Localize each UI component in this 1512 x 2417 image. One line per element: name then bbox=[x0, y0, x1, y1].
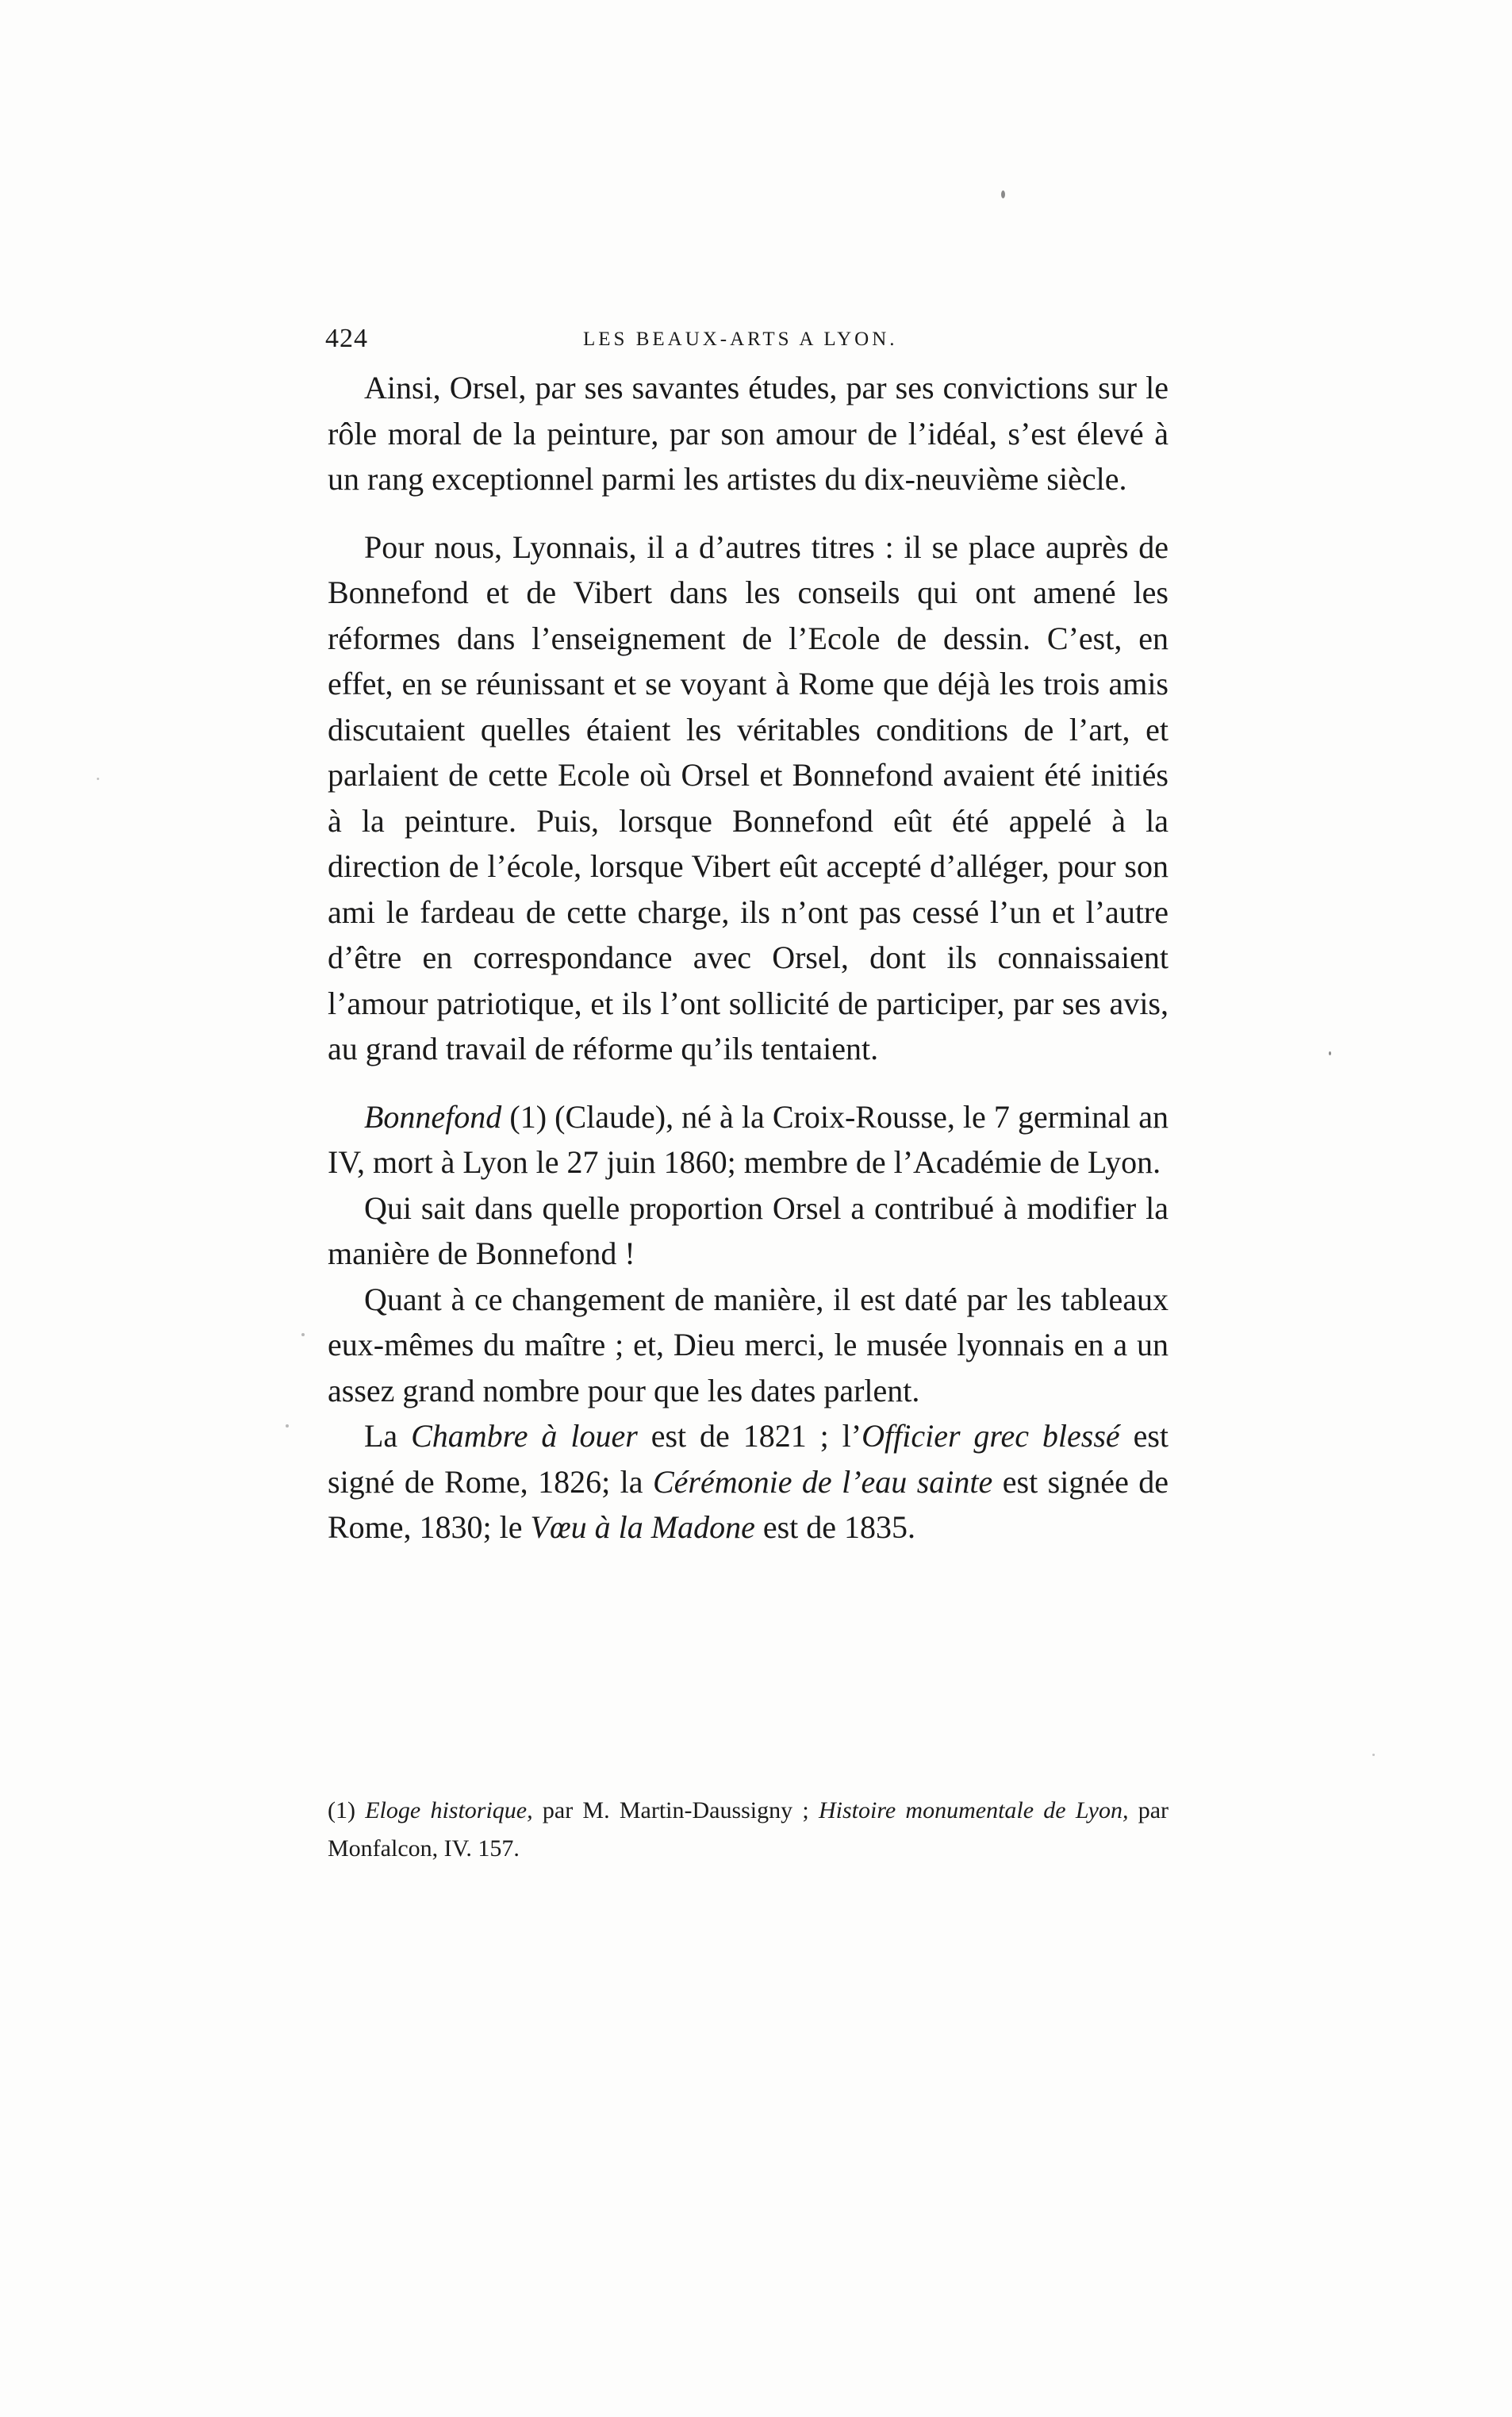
footnote-reference: (1) bbox=[509, 1098, 547, 1135]
text-run: par Monfalcon, IV. 157. bbox=[328, 1797, 1169, 1862]
bonnefond-name: Bonnefond bbox=[364, 1098, 502, 1135]
text-run: par M. Martin-Daussigny ; bbox=[542, 1797, 809, 1823]
body-text bbox=[328, 365, 1169, 1550]
text-run: est signé de Rome, 1826; la bbox=[328, 1418, 1169, 1500]
paragraph-orsel-ideal: Ainsi, Orsel, par ses savantes études, par ses convictions sur le rôle moral de la peinture, par son amour de l’idéal, s’est élevé à un rang exceptionnel parmi les artistes du dix-neuvième siècle. bbox=[328, 370, 1169, 497]
scan-speck bbox=[1001, 190, 1005, 198]
text-run: La bbox=[364, 1418, 398, 1454]
page-number: 424 bbox=[325, 324, 368, 353]
paragraph-manner-change: Quant à ce changement de manière, il est daté par les tableaux eux-mêmes du maître ; et, Dieu merci, le musée lyonnais en a un assez grand nombre pour que les dates parlent. bbox=[328, 1281, 1169, 1408]
footnote-work-histoire: Histoire monumentale de Lyon, bbox=[818, 1797, 1129, 1823]
scan-speck bbox=[286, 1424, 289, 1428]
scan-speck bbox=[1329, 1051, 1331, 1055]
scan-speck bbox=[301, 1333, 305, 1336]
paragraph-lyonnais-titles: Pour nous, Lyonnais, il a d’autres titres : il se place auprès de Bonnefond et de Vibert dans les conseils qui ont amené les réformes dans l’enseignement de l’Ecole de dessin. C’est, en effet, en se réunissant et se voyant à Rome que déjà les trois amis discutaient quelles étaient les véritables conditions de l’art, et parlaient de cette Ecole où Orsel et Bonnefond avaient été initiés à la peinture. Puis, lorsque Bonnefond eût été appelé à la direction de l’école, lorsque Vibert eût accepté d’alléger, pour son ami le fardeau de cette charge, ils n’ont pas cessé l’un et l’autre d’être en correspondance avec Orsel, dont ils connaissaient l’amour patriotique, et ils l’ont sollicité de participer, par ses avis, au grand travail de réforme qu’ils tentaient. bbox=[328, 528, 1169, 1066]
scan-speck bbox=[97, 778, 99, 780]
bonnefond-bio-text: (Claude), né à la Croix-Rousse, le 7 germinal an IV, mort à Lyon le 27 juin 1860; membre de l’Académie de Lyon. bbox=[328, 1098, 1169, 1180]
paragraph-proportion-question: Qui sait dans quelle proportion Orsel a contribué à modifier la manière de Bonnefond ! bbox=[328, 1189, 1169, 1271]
footnote bbox=[328, 1792, 1169, 1868]
page-header bbox=[325, 324, 1182, 362]
work-title-officier: Officier grec blessé bbox=[862, 1418, 1120, 1454]
footnote-work-eloge: Eloge historique, bbox=[365, 1797, 533, 1823]
text-run: est signée de Rome, 1830; le bbox=[328, 1463, 1169, 1545]
text-run: est de 1821 ; l’ bbox=[650, 1418, 862, 1454]
paragraph-dated-works bbox=[328, 1413, 1169, 1550]
work-title-chambre: Chambre à louer bbox=[411, 1418, 638, 1454]
paragraph-bonnefond-bio bbox=[328, 1094, 1169, 1185]
footnote-number: (1) bbox=[328, 1797, 355, 1823]
text-run: est de 1835. bbox=[762, 1509, 916, 1545]
running-title: LES BEAUX-ARTS A LYON. bbox=[583, 329, 898, 350]
work-title-voeu: Vœu à la Madone bbox=[530, 1509, 755, 1545]
scan-speck bbox=[1372, 1754, 1375, 1756]
work-title-ceremonie: Cérémonie de l’eau sainte bbox=[652, 1463, 993, 1500]
footnote-area bbox=[328, 1792, 1169, 1868]
